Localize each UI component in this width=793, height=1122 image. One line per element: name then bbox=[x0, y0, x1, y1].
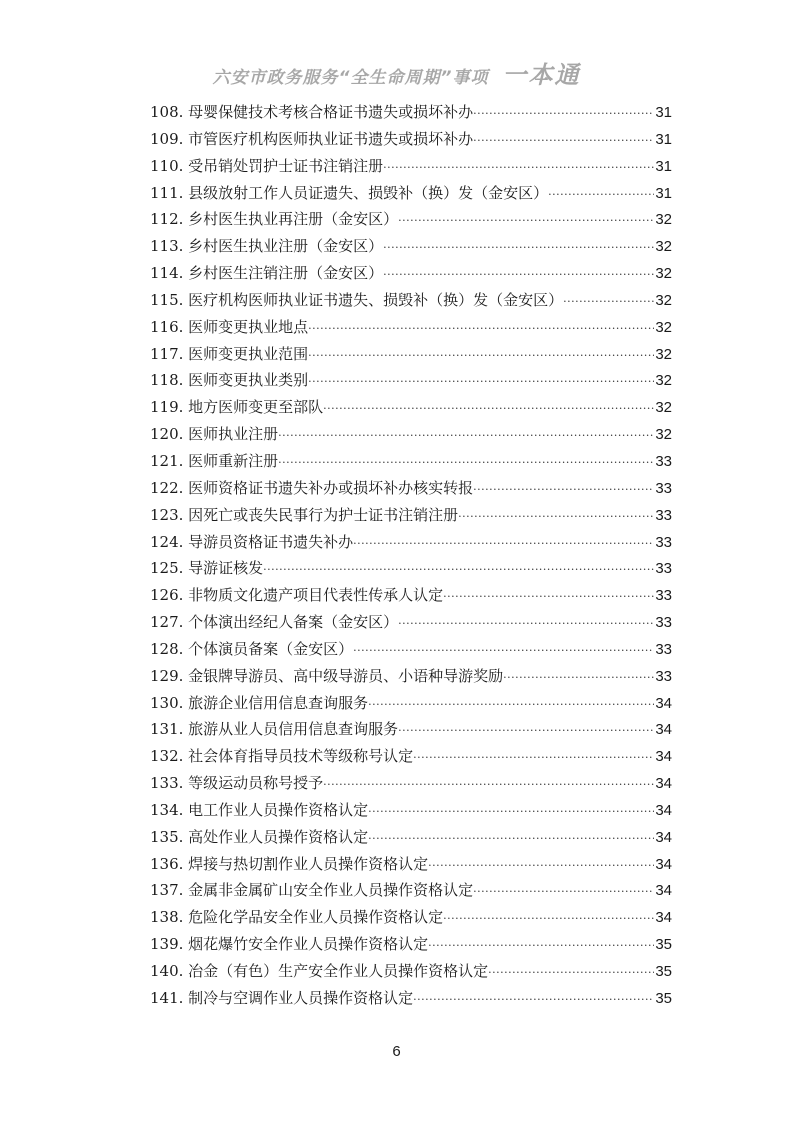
toc-leader-dots bbox=[353, 638, 654, 665]
toc-entry-title: 115. 医疗机构医师执业证书遗失、损毁补（换）发（金安区） bbox=[150, 290, 564, 309]
toc-entry-title: 137. 金属非金属矿山安全作业人员操作资格认定 bbox=[150, 881, 474, 900]
toc-leader-dots bbox=[263, 557, 654, 584]
toc-entry[interactable] bbox=[150, 475, 672, 502]
toc-entry-page: 32 bbox=[655, 211, 672, 229]
toc-leader-dots bbox=[398, 611, 654, 638]
toc-leader-dots bbox=[308, 369, 654, 396]
page-number: 6 bbox=[392, 1043, 401, 1060]
toc-entry-title: 135. 高处作业人员操作资格认定 bbox=[150, 827, 369, 846]
toc-entry-page: 35 bbox=[655, 936, 672, 954]
toc-entry[interactable] bbox=[150, 582, 672, 609]
toc-leader-dots bbox=[443, 584, 654, 611]
toc-leader-dots bbox=[278, 450, 654, 477]
toc-entry-page: 34 bbox=[655, 909, 672, 927]
toc-entry-page: 33 bbox=[655, 667, 672, 685]
page-header bbox=[0, 55, 793, 90]
toc-leader-dots bbox=[563, 289, 654, 316]
toc-entry-page: 34 bbox=[655, 775, 672, 793]
toc-leader-dots bbox=[503, 665, 654, 692]
toc-leader-dots bbox=[383, 155, 654, 182]
toc-entry-title: 131. 旅游从业人员信用信息查询服务 bbox=[150, 720, 399, 739]
toc-entry-page: 32 bbox=[655, 426, 672, 444]
toc-entry-title: 134. 电工作业人员操作资格认定 bbox=[150, 800, 369, 819]
toc-entry-page: 34 bbox=[655, 748, 672, 766]
toc-leader-dots bbox=[398, 208, 654, 235]
toc-entry-title: 132. 社会体育指导员技术等级称号认定 bbox=[150, 747, 414, 766]
toc-leader-dots bbox=[473, 101, 654, 128]
toc-entry[interactable] bbox=[150, 233, 672, 260]
toc-entry-title: 110. 受吊销处罚护士证书注销注册 bbox=[150, 156, 384, 175]
toc-entry-title: 119. 地方医师变更至部队 bbox=[150, 398, 324, 417]
toc-entry-title: 117. 医师变更执业范围 bbox=[150, 344, 309, 363]
toc-entry-title: 127. 个体演出经纪人备案（金安区） bbox=[150, 613, 399, 632]
toc-entry-title: 109. 市管医疗机构医师执业证书遗失或损坏补办 bbox=[150, 129, 474, 148]
toc-entry-page: 33 bbox=[655, 640, 672, 658]
toc-leader-dots bbox=[353, 531, 654, 558]
toc-leader-dots bbox=[308, 316, 654, 343]
toc-entry[interactable] bbox=[150, 448, 672, 475]
toc-leader-dots bbox=[548, 182, 654, 209]
toc-entry-page: 34 bbox=[655, 721, 672, 739]
toc-entry[interactable] bbox=[150, 958, 672, 985]
toc-entry-title: 124. 导游员资格证书遗失补办 bbox=[150, 532, 354, 551]
toc-entry-page: 34 bbox=[655, 801, 672, 819]
toc-entry-page: 32 bbox=[655, 399, 672, 417]
header-brand: 一本通 bbox=[502, 61, 581, 89]
toc-leader-dots bbox=[398, 718, 654, 745]
toc-entry[interactable] bbox=[150, 529, 672, 556]
toc-entry-page: 31 bbox=[655, 157, 672, 175]
toc-entry[interactable] bbox=[150, 206, 672, 233]
toc-entry-title: 116. 医师变更执业地点 bbox=[150, 317, 309, 336]
toc-entry-title: 138. 危险化学品安全作业人员操作资格认定 bbox=[150, 908, 444, 927]
toc-leader-dots bbox=[383, 235, 654, 262]
toc-entry[interactable] bbox=[150, 502, 672, 529]
toc-entry-title: 108. 母婴保健技术考核合格证书遗失或损坏补办 bbox=[150, 103, 474, 121]
toc-leader-dots bbox=[428, 853, 654, 880]
toc-entry-page: 34 bbox=[655, 882, 672, 900]
toc-entry[interactable] bbox=[150, 985, 672, 1012]
toc-entry[interactable] bbox=[150, 797, 672, 824]
toc-entry[interactable] bbox=[150, 394, 672, 421]
toc-entry-page: 31 bbox=[655, 184, 672, 202]
toc-leader-dots bbox=[473, 477, 654, 504]
toc-entry-page: 33 bbox=[655, 452, 672, 470]
toc-entry-title: 113. 乡村医生执业注册（金安区） bbox=[150, 237, 384, 256]
toc-entry-title: 126. 非物质文化遗产项目代表性传承人认定 bbox=[150, 586, 444, 605]
toc-entry[interactable] bbox=[150, 341, 672, 368]
toc-entry-page: 32 bbox=[655, 318, 672, 336]
toc-entry-page: 35 bbox=[655, 989, 672, 1007]
toc-entry-title: 118. 医师变更执业类别 bbox=[150, 371, 309, 390]
toc-leader-dots bbox=[428, 933, 654, 960]
toc-leader-dots bbox=[368, 826, 654, 853]
toc-entry-page: 34 bbox=[655, 828, 672, 846]
toc-entry-page: 32 bbox=[655, 291, 672, 309]
toc-entry[interactable] bbox=[150, 770, 672, 797]
toc-entry-title: 125. 导游证核发 bbox=[150, 559, 264, 578]
toc-entry[interactable] bbox=[150, 851, 672, 878]
toc-entry-title: 139. 烟花爆竹安全作业人员操作资格认定 bbox=[150, 935, 429, 954]
toc-entry-page: 32 bbox=[655, 372, 672, 390]
toc-entry-title: 128. 个体演员备案（金安区） bbox=[150, 639, 354, 658]
toc-leader-dots bbox=[473, 128, 654, 155]
toc-entry-page: 34 bbox=[655, 855, 672, 873]
toc-entry[interactable] bbox=[150, 287, 672, 314]
toc-entry[interactable] bbox=[150, 421, 672, 448]
toc-entry-page: 32 bbox=[655, 345, 672, 363]
toc-leader-dots bbox=[413, 987, 654, 1014]
toc-entry-title: 136. 焊接与热切割作业人员操作资格认定 bbox=[150, 854, 429, 873]
toc-entry-title: 123. 因死亡或丧失民事行为护士证书注销注册 bbox=[150, 505, 459, 524]
toc-entry[interactable] bbox=[150, 931, 672, 958]
toc-entry[interactable] bbox=[150, 690, 672, 717]
toc-entry[interactable] bbox=[150, 260, 672, 287]
toc-entry[interactable] bbox=[150, 153, 672, 180]
toc-leader-dots bbox=[473, 879, 654, 906]
toc-leader-dots bbox=[458, 504, 654, 531]
table-of-contents bbox=[150, 99, 672, 1012]
toc-entry-page: 33 bbox=[655, 614, 672, 632]
toc-entry-title: 122. 医师资格证书遗失补办或损坏补办核实转报 bbox=[150, 478, 474, 497]
toc-entry-page: 33 bbox=[655, 587, 672, 605]
toc-leader-dots bbox=[383, 262, 654, 289]
toc-entry-page: 33 bbox=[655, 560, 672, 578]
toc-entry[interactable] bbox=[150, 663, 672, 690]
toc-leader-dots bbox=[488, 960, 654, 987]
toc-entry[interactable] bbox=[150, 824, 672, 851]
toc-entry[interactable] bbox=[150, 367, 672, 394]
toc-entry-page: 32 bbox=[655, 265, 672, 283]
toc-entry-page: 31 bbox=[655, 104, 672, 121]
toc-entry[interactable] bbox=[150, 636, 672, 663]
toc-leader-dots bbox=[413, 745, 654, 772]
header-title: 六安市政务服务“全生命周期”事项 bbox=[212, 68, 489, 88]
toc-leader-dots bbox=[368, 799, 654, 826]
toc-entry-page: 35 bbox=[655, 963, 672, 980]
toc-entry-title: 121. 医师重新注册 bbox=[150, 451, 279, 470]
toc-entry-page: 33 bbox=[655, 479, 672, 497]
toc-entry-page: 33 bbox=[655, 533, 672, 551]
toc-entry[interactable] bbox=[150, 716, 672, 743]
toc-entry[interactable] bbox=[150, 555, 672, 582]
toc-entry-page: 32 bbox=[655, 238, 672, 256]
toc-entry[interactable] bbox=[150, 609, 672, 636]
toc-leader-dots bbox=[323, 772, 654, 799]
toc-entry[interactable] bbox=[150, 743, 672, 770]
toc-entry-page: 31 bbox=[655, 130, 672, 148]
toc-leader-dots bbox=[443, 906, 654, 933]
toc-entry[interactable] bbox=[150, 99, 672, 126]
toc-entry-page: 34 bbox=[655, 694, 672, 712]
toc-leader-dots bbox=[323, 396, 654, 423]
toc-entry[interactable] bbox=[150, 904, 672, 931]
toc-entry-title: 112. 乡村医生执业再注册（金安区） bbox=[150, 210, 399, 229]
toc-entry-title: 129. 金银牌导游员、高中级导游员、小语种导游奖励 bbox=[150, 666, 504, 685]
toc-leader-dots bbox=[308, 343, 654, 370]
toc-entry-title: 114. 乡村医生注销注册（金安区） bbox=[150, 264, 384, 283]
toc-entry[interactable] bbox=[150, 180, 672, 207]
toc-entry-title: 120. 医师执业注册 bbox=[150, 425, 279, 444]
toc-entry-title: 133. 等级运动员称号授予 bbox=[150, 774, 324, 793]
toc-entry-page: 33 bbox=[655, 506, 672, 524]
toc-entry[interactable] bbox=[150, 126, 672, 153]
toc-entry-title: 140. 冶金（有色）生产安全作业人员操作资格认定 bbox=[150, 962, 489, 980]
toc-entry[interactable] bbox=[150, 314, 672, 341]
toc-entry-title: 130. 旅游企业信用信息查询服务 bbox=[150, 693, 369, 712]
toc-leader-dots bbox=[278, 423, 654, 450]
toc-entry[interactable] bbox=[150, 877, 672, 904]
toc-entry-title: 141. 制冷与空调作业人员操作资格认定 bbox=[150, 988, 414, 1007]
toc-leader-dots bbox=[368, 692, 654, 719]
toc-entry-title: 111. 县级放射工作人员证遗失、损毁补（换）发（金安区） bbox=[150, 183, 549, 202]
